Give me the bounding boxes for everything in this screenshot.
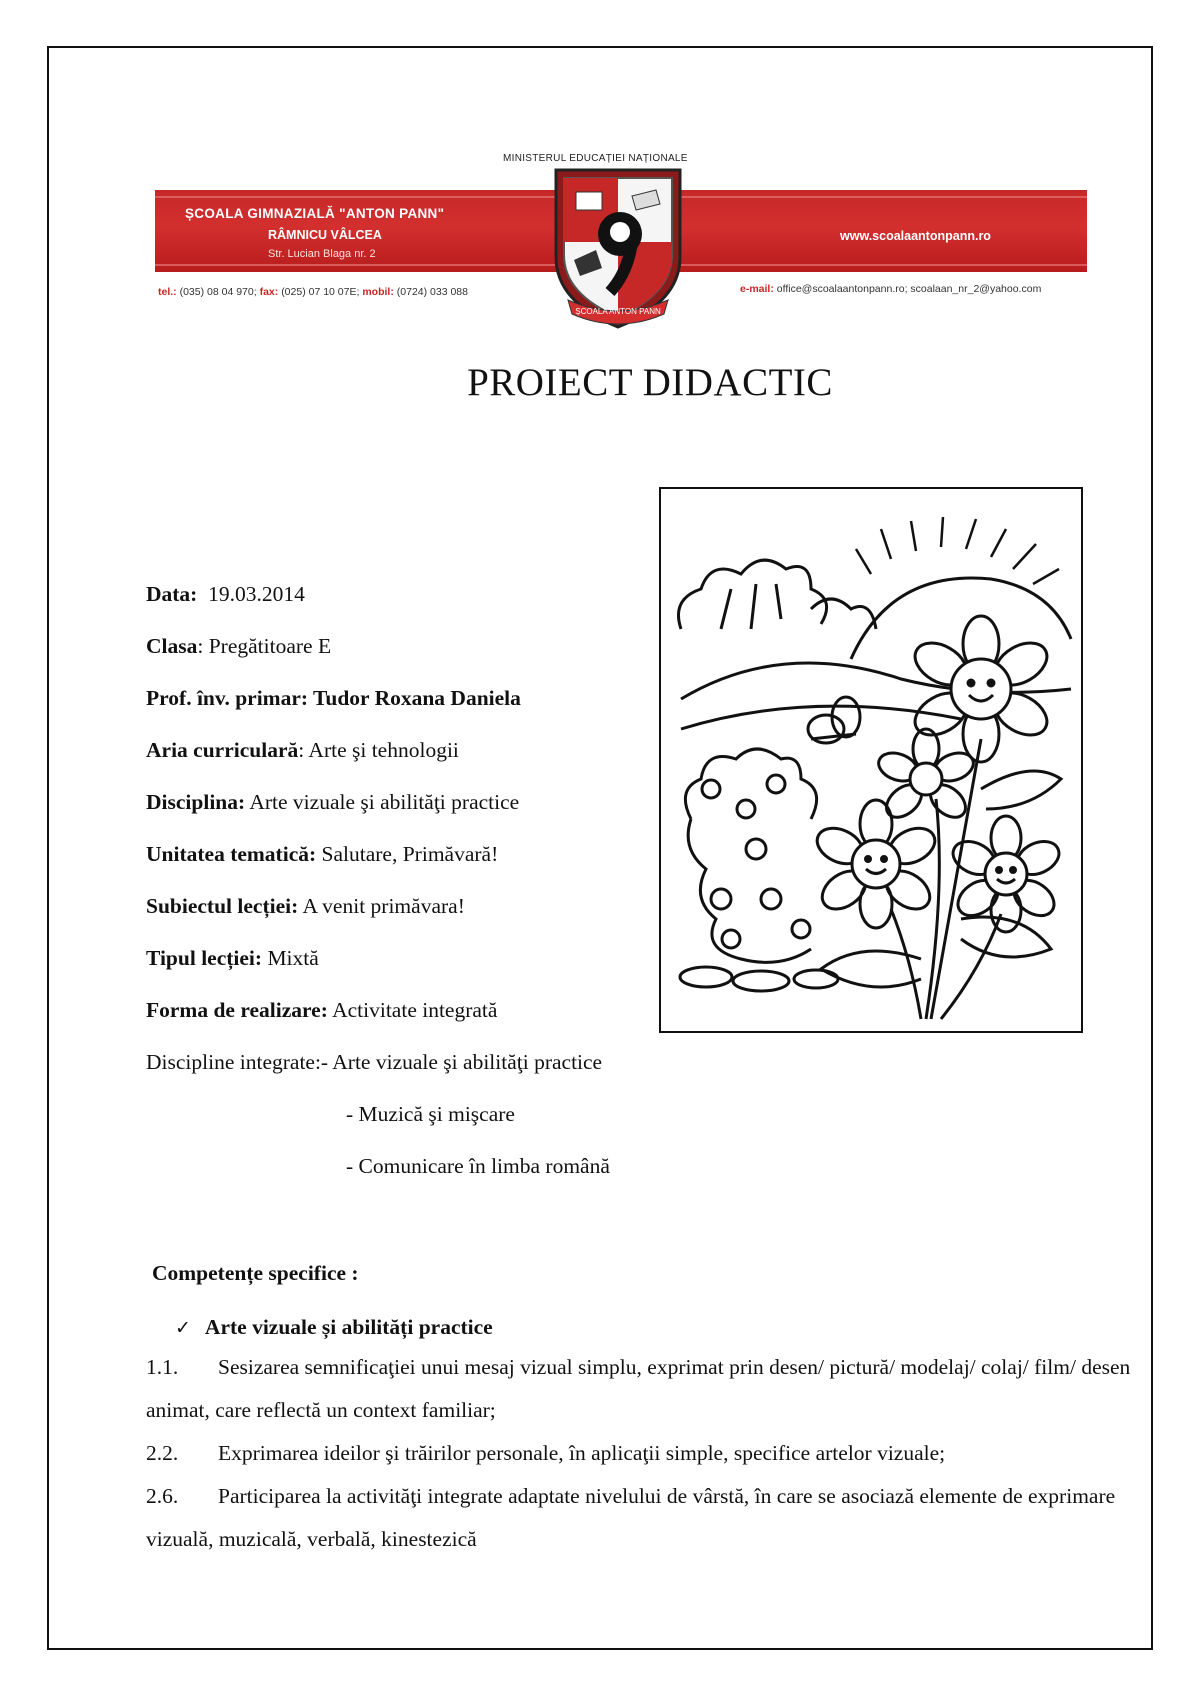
school-email: e-mail: office@scoalaantonpann.ro; scoalaan_nr_2@yahoo.com — [740, 283, 1042, 295]
info-data: Data: 19.03.2014 — [146, 582, 305, 606]
school-crest-logo — [548, 162, 688, 332]
competente-heading: Competențe specifice : — [152, 1261, 359, 1285]
competenta-item: 2.6. Participarea la activităţi integrate adaptate nivelului de vârstă, în care se asociază elemente de exprimare vizuală, muzicală, verbală, kinestezică — [146, 1484, 1116, 1551]
info-unitatea-tematica: Unitatea tematică: Salutare, Primăvară! — [146, 842, 499, 866]
info-tipul-lectiei: Tipul lecției: Mixtă — [146, 946, 319, 970]
competente-subsection: ✓ Arte vizuale și abilități practice — [175, 1315, 493, 1339]
page-title: PROIECT DIDACTIC — [467, 361, 833, 404]
spring-flowers-illustration — [661, 489, 1081, 1031]
school-name: ȘCOALA GIMNAZIALĂ "ANTON PANN" — [185, 206, 445, 221]
discipline-integrate-item: - Comunicare în limba română — [346, 1154, 610, 1178]
checkmark-icon: ✓ — [175, 1317, 191, 1339]
school-phones: tel.: (035) 08 04 970; fax: (025) 07 10 07E; mobil: (0724) 033 088 — [158, 286, 468, 298]
info-disciplina: Disciplina: Arte vizuale şi abilităţi practice — [146, 790, 520, 814]
info-subiectul-lectiei: Subiectul lecției: A venit primăvara! — [146, 894, 465, 918]
competenta-item: 2.2. Exprimarea ideilor şi trăirilor personale, în aplicaţii simple, specifice artelor vizuale; — [146, 1441, 946, 1465]
school-address: Str. Lucian Blaga nr. 2 — [268, 248, 376, 260]
info-discipline-integrate: Discipline integrate:- Arte vizuale şi abilităţi practice — [146, 1050, 603, 1074]
info-aria-curriculara: Aria curriculară: Arte şi tehnologii — [146, 738, 459, 762]
crest-ribbon-text: ȘCOALA ANTON PANN — [575, 307, 661, 316]
discipline-integrate-item: - Muzică şi mişcare — [346, 1102, 515, 1126]
competenta-item: 1.1. Sesizarea semnificaţiei unui mesaj vizual simplu, exprimat prin desen/ pictură/ modelaj/ colaj/ film/ desen animat, care reflectă un context familiar; — [146, 1355, 1131, 1422]
info-forma-de-realizare: Forma de realizare: Activitate integrată — [146, 998, 498, 1022]
coloring-picture-frame — [659, 487, 1083, 1033]
info-prof: Prof. înv. primar: Tudor Roxana Daniela — [146, 686, 521, 710]
ministry-label: MINISTERUL EDUCAȚIEI NAȚIONALE — [503, 153, 688, 164]
school-website: www.scoalaantonpann.ro — [840, 229, 991, 243]
school-city: RÂMNICU VÂLCEA — [268, 228, 382, 242]
info-clasa: Clasa: Pregătitoare E — [146, 634, 332, 658]
